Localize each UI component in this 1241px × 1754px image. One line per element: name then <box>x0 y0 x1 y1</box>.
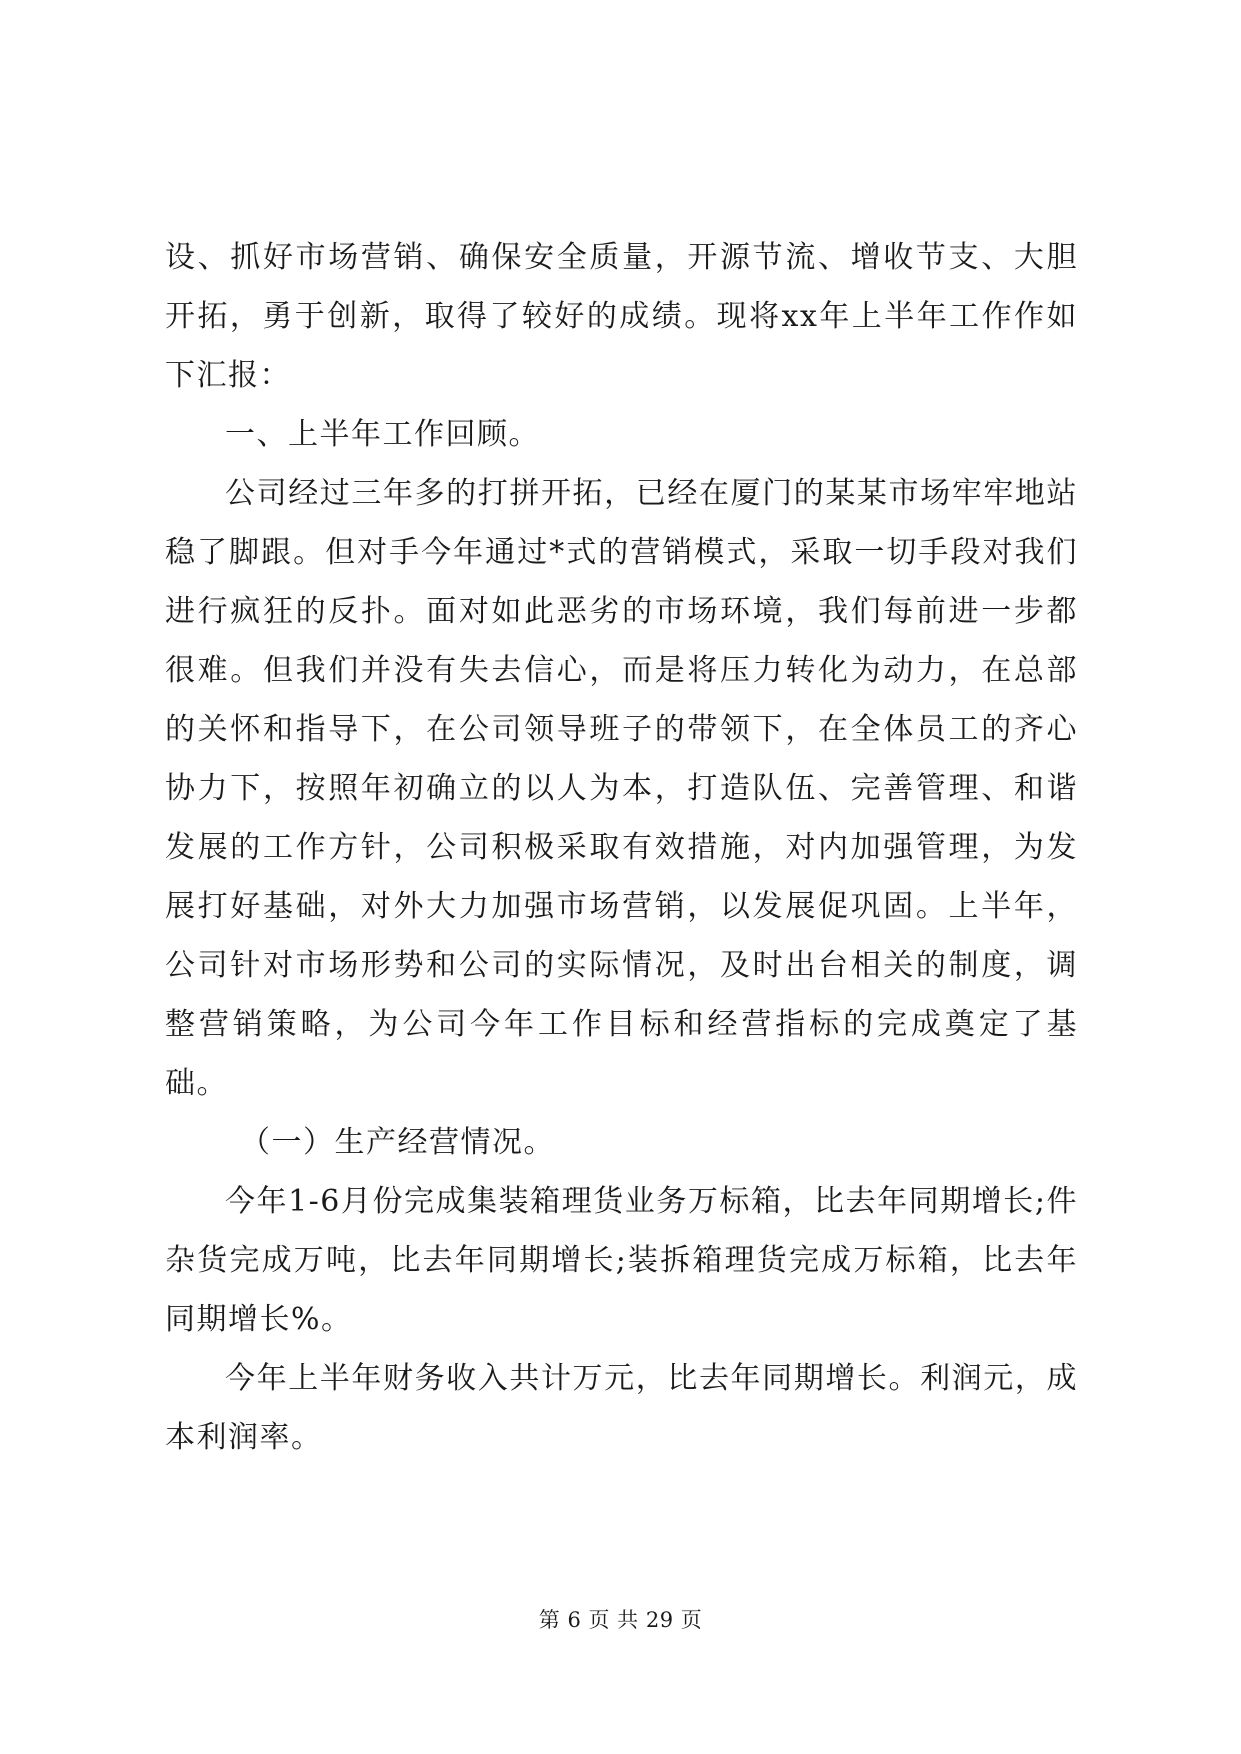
paragraph-review: 公司经过三年多的打拼开拓，已经在厦门的某某市场牢牢地站稳了脚跟。但对手今年通过*式的营销模式，采取一切手段对我们进行疯狂的反扑。面对如此恶劣的市场环境，我们每前进一步都很难。但我们并没有失去信心，而是将压力转化为动力，在总部的关怀和指导下，在公司领导班子的带领下，在全体员工的齐心协力下，按照年初确立的以人为本，打造队伍、完善管理、和谐发展的工作方针，公司积极采取有效措施，对内加强管理，为发展打好基础，对外大力加强市场营销，以发展促巩固。上半年，公司针对市场形势和公司的实际情况，及时出台相关的制度，调整营销策略，为公司今年工作目标和经营指标的完成奠定了基础。 <box>165 476 1078 1101</box>
paragraph-continuation: 设、抓好市场营销、确保安全质量，开源节流、增收节支、大胆开拓，勇于创新，取得了较好的成绩。现将xx年上半年工作作如下汇报： <box>165 240 1078 393</box>
body-text <box>165 228 1078 1467</box>
page-number-footer: 第 6 页 共 29 页 <box>538 1608 703 1632</box>
subsection-heading-operations: （一）生产经营情况。 <box>240 1125 555 1160</box>
paragraph-operations-volume: 今年1-6月份完成集装箱理货业务万标箱，比去年同期增长;件杂货完成万吨，比去年同期增长;装拆箱理货完成万标箱，比去年同期增长%。 <box>165 1184 1078 1337</box>
paragraph-operations-finance: 今年上半年财务收入共计万元，比去年同期增长。利润元，成本利润率。 <box>165 1361 1078 1455</box>
section-heading-review: 一、上半年工作回顾。 <box>225 417 540 452</box>
